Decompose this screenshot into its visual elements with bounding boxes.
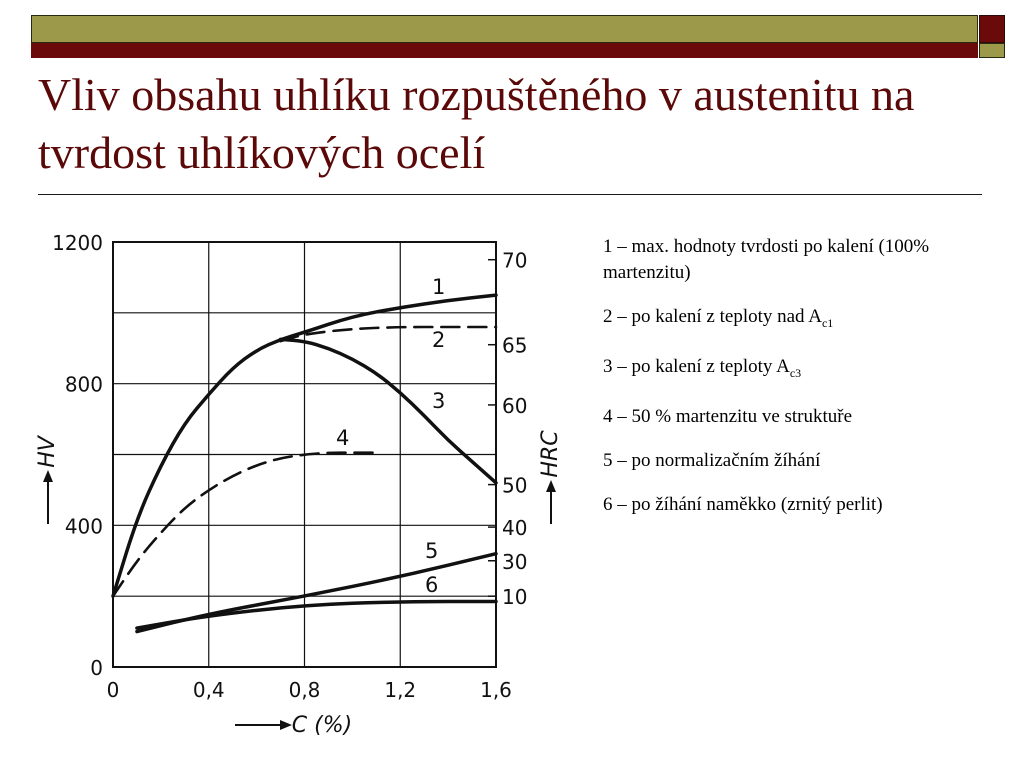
header-bar-olive [31, 15, 978, 43]
header-bar [31, 15, 978, 58]
series-label-4: 4 [336, 426, 350, 450]
title-divider [38, 194, 982, 195]
legend-item [603, 304, 1013, 336]
y2-tick-label: 50 [502, 473, 528, 498]
y2-tick-label: 10 [502, 585, 528, 610]
header-bar-maroon [31, 43, 978, 58]
series-label-3: 3 [432, 389, 446, 413]
legend-item-text: 5 – po normalizačním žíhání [603, 449, 821, 471]
legend-item [603, 234, 1013, 286]
x-tick-label: 0 [106, 678, 120, 702]
y-axis-arrow-head [43, 470, 53, 482]
legend-item [603, 354, 1013, 386]
y-axis-label: HV [35, 436, 60, 468]
series-line-6 [137, 601, 496, 628]
x-axis-label: C (%) [291, 713, 353, 738]
legend-item [603, 404, 1013, 430]
y2-tick-label: 60 [502, 393, 528, 418]
legend-item-text: 4 – 50 % martenzitu ve struktuře [603, 405, 853, 427]
y-tick-label: 0 [90, 656, 103, 680]
series-label-6: 6 [425, 573, 439, 597]
y-tick-label: 800 [64, 372, 103, 397]
x-axis-arrow-head [280, 720, 292, 730]
legend-item-subscript: c3 [789, 365, 802, 380]
y2-tick-label: 70 [502, 248, 528, 273]
legend-item-subscript: c1 [821, 315, 834, 330]
x-tick-label: 0,4 [192, 678, 225, 702]
legend-item [603, 448, 1013, 474]
y2-tick-label: 30 [502, 549, 528, 574]
legend-item-text: 1 – max. hodnoty tvrdosti po kalení (100% martenzitu) [603, 236, 930, 283]
series-line-4 [113, 453, 376, 596]
series-label-1: 1 [432, 275, 446, 299]
legend-item-text: 3 – po kalení z teploty A [603, 355, 790, 377]
y-tick-label: 400 [64, 514, 103, 539]
x-tick-label: 0,8 [288, 678, 321, 702]
chart-panel [30, 212, 566, 747]
slide-title: Vliv obsahu uhlíku rozpuštěného v austenitu na tvrdost uhlíkových ocelí [38, 69, 915, 178]
series-label-2: 2 [432, 328, 446, 352]
legend-item-text: 2 – po kalení z teploty nad A [603, 306, 822, 327]
series-label-5: 5 [425, 539, 439, 563]
y2-axis-arrow-head [546, 480, 556, 492]
legend [603, 234, 1013, 536]
y2-tick-label: 40 [502, 516, 528, 541]
x-tick-label: 1,6 [480, 678, 512, 702]
x-tick-label: 1,2 [384, 678, 417, 702]
corner-square-olive [979, 43, 1005, 58]
y2-tick-label: 65 [502, 333, 528, 358]
legend-item-text: 6 – po žíhání naměkko (zrnitý perlit) [603, 493, 883, 515]
series-line-3 [281, 339, 496, 482]
y2-axis-label: HRC [538, 430, 563, 478]
hardness-chart [30, 212, 566, 747]
y-tick-label: 1200 [52, 231, 103, 255]
legend-item [603, 492, 1013, 518]
corner-square-red [979, 15, 1005, 43]
